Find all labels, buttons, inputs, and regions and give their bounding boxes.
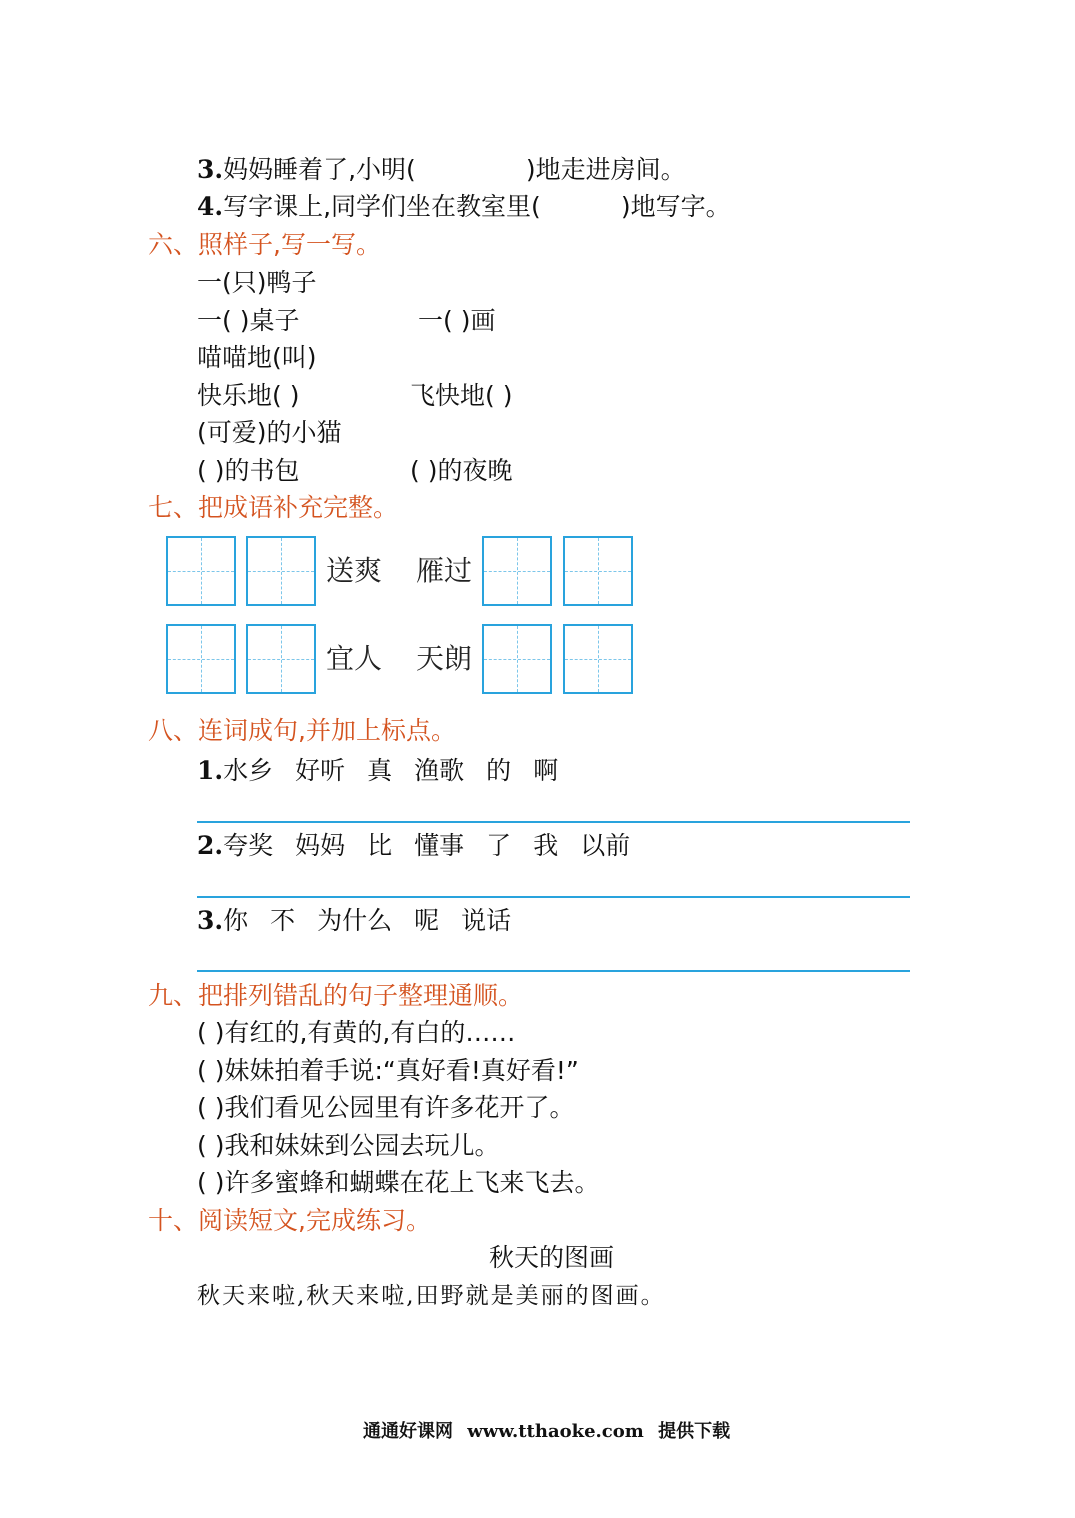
answer-line[interactable]	[197, 970, 910, 972]
section-7-title: 七、把成语补充完整。	[148, 493, 399, 522]
blank-adjective-1: ( )的书包	[197, 456, 300, 485]
example-adverb: 喵喵地(叫)	[197, 343, 317, 372]
writing-grid-box[interactable]	[482, 624, 552, 694]
footer-url[interactable]: www.tthaoke.com	[467, 1421, 644, 1442]
word-group-1: 1.水乡 好听 真 渔歌 的 啊	[197, 756, 559, 785]
writing-grid-box[interactable]	[166, 536, 236, 606]
passage-text: 秋天来啦,秋天来啦,田野就是美丽的图画。	[197, 1283, 666, 1309]
section-8-title: 八、连词成句,并加上标点。	[148, 716, 456, 745]
idiom-fragment: 天朗	[416, 642, 473, 675]
idiom-fragment: 送爽	[326, 554, 383, 587]
question-5-3: 3.妈妈睡着了,小明( )地走进房间。	[197, 155, 686, 184]
sentence-order-item: ( )有红的,有黄的,有白的……	[197, 1018, 516, 1047]
blank-adjective-2: ( )的夜晚	[410, 456, 513, 485]
answer-line[interactable]	[197, 896, 910, 898]
idiom-fragment: 雁过	[416, 554, 473, 587]
sentence-order-item: ( )我和妹妹到公园去玩儿。	[197, 1131, 500, 1160]
blank-measure-word-1: 一( )桌子	[197, 306, 300, 335]
blank-adverb-2: 飞快地( )	[410, 381, 513, 410]
word-group-2: 2.夸奖 妈妈 比 懂事 了 我 以前	[197, 831, 631, 860]
footer-credit: 通通好课网 www.tthaoke.com 提供下载	[363, 1421, 731, 1442]
section-9-title: 九、把排列错乱的句子整理通顺。	[148, 981, 524, 1010]
section-6-title: 六、照样子,写一写。	[148, 230, 381, 259]
word-group-3: 3.你 不 为什么 呢 说话	[197, 906, 512, 935]
writing-grid-box[interactable]	[563, 624, 633, 694]
example-adjective: (可爱)的小猫	[197, 418, 342, 447]
writing-grid-box[interactable]	[482, 536, 552, 606]
sentence-order-item: ( )许多蜜蜂和蝴蝶在花上飞来飞去。	[197, 1168, 600, 1197]
blank-measure-word-2: 一( )画	[418, 306, 496, 335]
writing-grid-box[interactable]	[563, 536, 633, 606]
writing-grid-box[interactable]	[246, 624, 316, 694]
sentence-order-item: ( )我们看见公园里有许多花开了。	[197, 1093, 575, 1122]
writing-grid-box[interactable]	[166, 624, 236, 694]
idiom-fragment: 宜人	[326, 642, 383, 675]
question-5-4: 4.写字课上,同学们坐在教室里( )地写字。	[197, 192, 731, 221]
section-10-title: 十、阅读短文,完成练习。	[148, 1206, 431, 1235]
sentence-order-item: ( )妹妹拍着手说:“真好看!真好看!”	[197, 1056, 579, 1085]
answer-line[interactable]	[197, 821, 910, 823]
passage-title: 秋天的图画	[489, 1243, 615, 1272]
blank-adverb-1: 快乐地( )	[197, 381, 300, 410]
example-measure-word: 一(只)鸭子	[197, 268, 317, 297]
writing-grid-box[interactable]	[246, 536, 316, 606]
